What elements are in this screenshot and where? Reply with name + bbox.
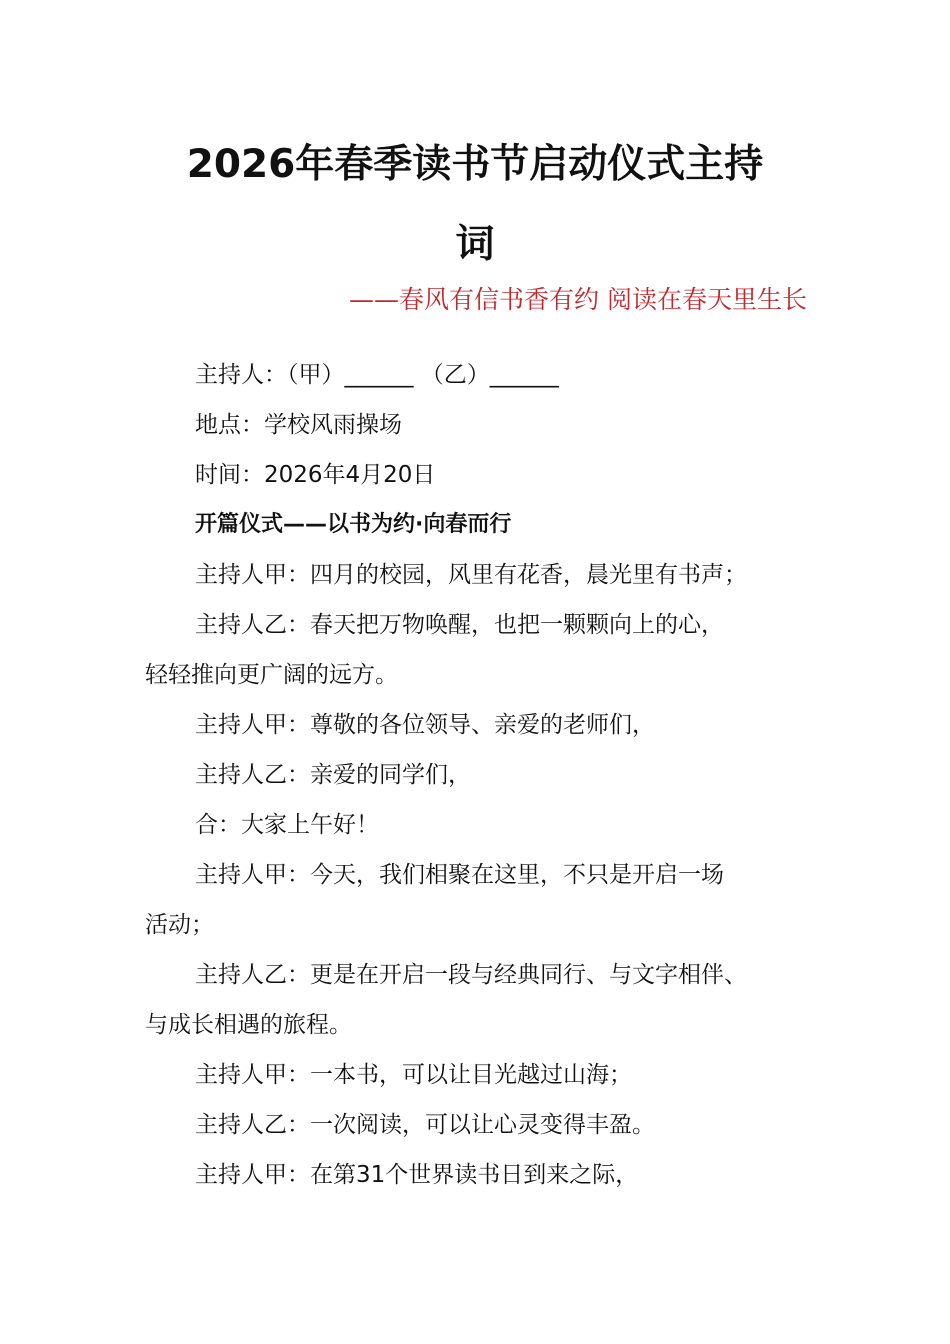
paragraph-text: 时间：2026年4月20日 [195,462,436,488]
paragraph-continuation: 活动； [145,912,214,938]
title-line-2: 词 [455,222,495,267]
script-line [145,550,825,600]
script-line [145,750,825,800]
paragraph-text: 主持人甲：在第31个世界读书日到来之际， [195,1162,639,1188]
script-line [145,850,825,950]
script-line [145,950,825,1050]
location-line [145,400,825,450]
paragraph-text: 合：大家上午好！ [195,812,379,838]
document-subtitle: ——春风有信书香有约 阅读在春天里生长 [349,285,807,314]
paragraph-text: 主持人甲：一本书，可以让目光越过山海； [195,1062,632,1088]
paragraph-continuation: 轻轻推向更广阔的远方。 [145,662,398,688]
paragraph-continuation: 与成长相遇的旅程。 [145,1012,352,1038]
paragraph-text: 主持人甲：四月的校园，风里有花香，晨光里有书声； [195,562,747,588]
paragraph-text: 主持人乙：一次阅读，可以让心灵变得丰盈。 [195,1112,655,1138]
paragraph-text: 主持人乙：亲爱的同学们， [195,762,471,788]
date-line [145,450,825,500]
script-line [145,800,825,850]
script-line [145,1150,825,1200]
section-heading [145,500,825,550]
script-line [145,700,825,750]
document-body [145,350,825,1200]
paragraph-text: 主持人：（甲）______ （乙）______ [195,362,559,388]
paragraph-text: 主持人甲：尊敬的各位领导、亲爱的老师们， [195,712,655,738]
title-line-1: 2026年春季读书节启动仪式主持 [186,142,764,187]
paragraph-text: 主持人甲：今天，我们相聚在这里，不只是开启一场 [195,862,724,888]
document-title [145,125,805,285]
host-line [145,350,825,400]
script-line [145,1050,825,1100]
paragraph-text: 主持人乙：春天把万物唤醒，也把一颗颗向上的心， [195,612,724,638]
script-line [145,1100,825,1150]
paragraph-text: 地点：学校风雨操场 [195,412,402,438]
section-heading-text: 开篇仪式——以书为约·向春而行 [195,512,512,537]
script-line [145,600,825,700]
paragraph-text: 主持人乙：更是在开启一段与经典同行、与文字相伴、 [195,962,747,988]
